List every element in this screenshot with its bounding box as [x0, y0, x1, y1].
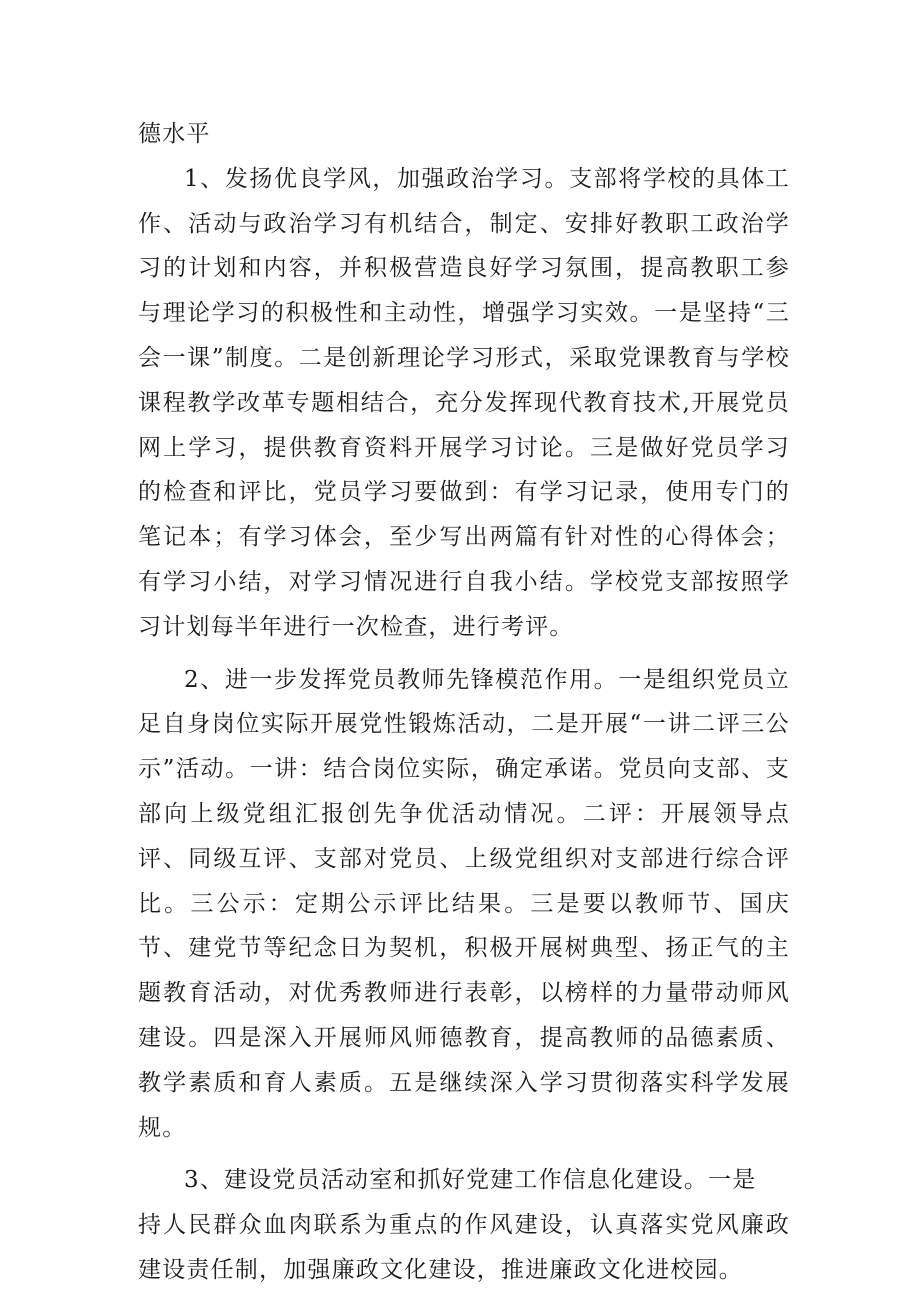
- paragraph-continuation: 德水平: [138, 121, 211, 147]
- paragraph-teacher-role: 2、进一步发挥党员教师先锋模范作用。一是组织党员立足自身岗位实际开展党性锻炼活动，二是开展“一讲二评三公示”活动。一讲：结合岗位实际，确定承诺。党员向支部、支部向上级党组汇报创先争优活动情况。二评：开展领导点评、同级互评、支部对党员、上级党组织对支部进行综合评比。三公示：定期公示评比结果。三是要以教师节、国庆节、建党节等纪念日为契机，积极开展树典型、扬正气的主题教育活动，对优秀教师进行表彰，以榜样的力量带动师风建设。四是深入开展师风师德教育，提高教师的品德素质、教学素质和育人素质。五是继续深入学习贯彻落实科学发展规。: [138, 666, 790, 1141]
- paragraph-activity-room-heading: 3、建设党员活动室和抓好党建工作信息化建设。一是: [184, 1167, 757, 1194]
- paragraph-study-style: 1、发扬优良学风，加强政治学习。支部将学校的具体工作、活动与政治学习有机结合，制定、安排好教职工政治学习的计划和内容，并积极营造良好学习氛围，提高教职工参与理论学习的积极性和主动性，增强学习实效。一是坚持“三会一课”制度。二是创新理论学习形式，采取党课教育与学校课程教学改革专题相结合，充分发挥现代教育技术,开展党员网上学习，提供教育资料开展学习讨论。三是做好党员学习的检查和评比，党员学习要做到：有学习记录，使用专门的笔记本；有学习体会，至少写出两篇有针对性的心得体会；有学习小结，对学习情况进行自我小结。学校党支部按照学习计划每半年进行一次检查，进行考评。: [138, 165, 790, 640]
- paragraph-work-style: 持人民群众血肉联系为重点的作风建设，认真落实党风廉政建设责任制，加强廉政文化建设，推进廉政文化进校园。: [138, 1212, 790, 1283]
- document-body: [138, 112, 790, 1293]
